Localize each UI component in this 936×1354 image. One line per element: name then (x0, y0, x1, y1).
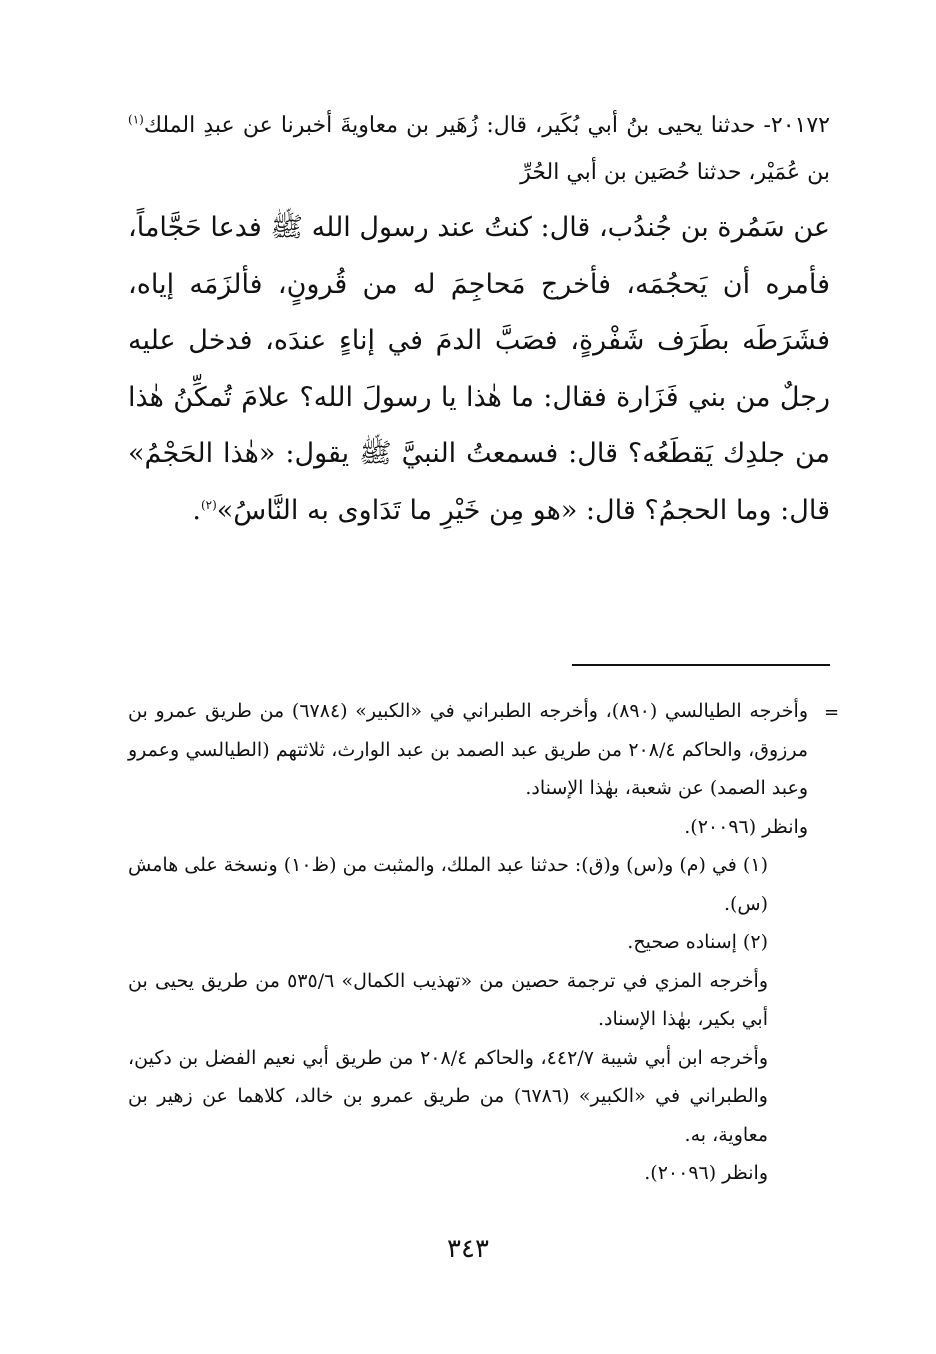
chain-continuation-end: بن عُمَيْر، حدثنا حُصَين بن أبي الحُرِّ (520, 160, 830, 185)
page-number: ٣٤٣ (447, 1234, 489, 1264)
footnote-2-para-1: وأخرجه المزي في ترجمة حصين من «تهذيب الكمال» ٥٣٥/٦ من طريق يحيى بن أبي بكير، بهٰذا الإسناد. (128, 969, 768, 1030)
footnote-2-para-2: وأخرجه ابن أبي شيبة ٤٤٢/٧، والحاكم ٢٠٨/٤ من طريق أبي نعيم الفضل بن دكين، والطبراني في «الكبير» (٦٧٨٦) من طريق عمرو بن خالد، كلاهما عن زهير بن معاوية، به. (128, 1046, 768, 1146)
footnote-continuation-ref: وانظر (٢٠٠٩٦). (684, 815, 808, 838)
chain-continuation-start: عبدِ الملك (143, 113, 235, 138)
hadith-text (128, 200, 830, 539)
footnote-continuation: وأخرجه الطيالسي (٨٩٠)، وأخرجه الطبراني في «الكبير» (٦٧٨٤) من طريق عمرو بن مرزوق، والحاكم ٢٠٨/٤ من طريق عبد الصمد بن عبد الوارث، ثلاثتهم (الطيالسي وعمرو وعبد الصمد) عن شعبة، بهٰذا الإسناد. (128, 700, 809, 799)
footnote-2: (٢) إسناده صحيح. (627, 931, 768, 953)
footnote-1: (١) في (م) و(س) و(ق): حدثنا عبد الملك، والمثبت من (ظ١٠) ونسخة على هامش (س). (128, 854, 768, 915)
footnote-ref-1[interactable]: (١) (128, 112, 144, 127)
hadith-number-and-chain: ٢٠١٧٢- حدثنا يحيى بنُ أبي بُكَير، قال: زُهَير بن معاويةَ أخبرنا عن (242, 113, 830, 138)
footnote-2-ref: وانظر (٢٠٠٩٦). (644, 1162, 768, 1184)
hadith-heading (128, 102, 830, 196)
hadith-end-mark: . (192, 494, 201, 526)
footnotes (128, 692, 808, 1193)
footnote-ref-2[interactable]: (٢) (200, 497, 217, 512)
footnote-separator (572, 664, 830, 666)
hadith-matn: عن سَمُرة بن جُندُب، قال: كنتُ عند رسول الله ﷺ فدعا حَجَّاماً، فأمره أن يَحجُمَه، فأخرج مَحاجِمَ له من قُرونٍ، فألزَمَه إياه، فشَرَطَه بطَرَف شَفْرةٍ، فصَبَّ الدمَ في إناءٍ عندَه، فدخل عليه رجلٌ من بني فَزَارة فقال: ما هٰذا يا رسولَ الله؟ علامَ تُمكِّنُ هٰذا من جلدِك يَقطَعُه؟ قال: فسمعتُ النبيَّ ﷺ يقول: «هٰذا الحَجْمُ» قال: وما الحجمُ؟ قال: «هو مِن خَيْرِ ما تَدَاوى به النَّاسُ» (128, 212, 830, 526)
continuation-mark: = (824, 702, 840, 723)
